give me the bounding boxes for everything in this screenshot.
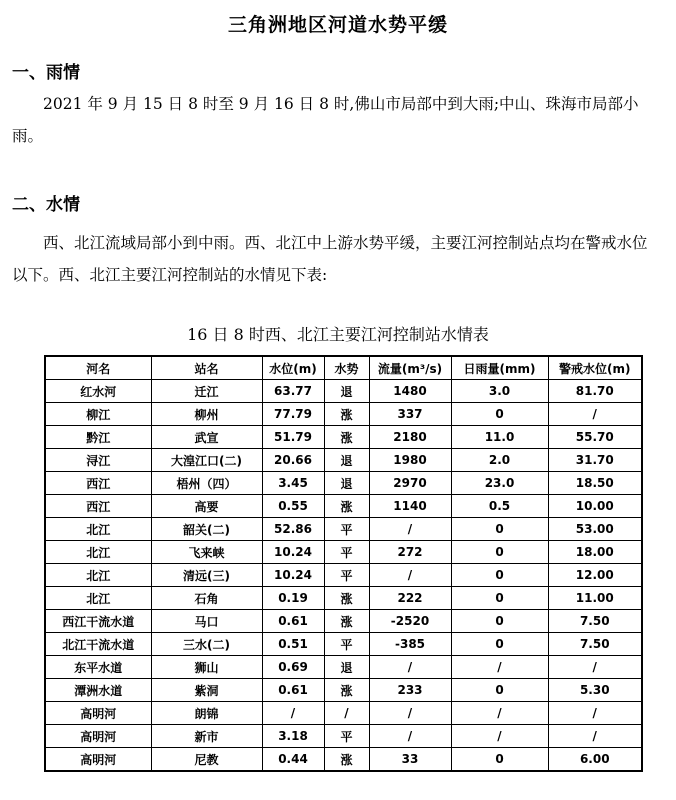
cell-water-level: 0.51 <box>262 633 324 656</box>
table-row <box>45 449 642 472</box>
table-row <box>45 518 642 541</box>
cell-water-level: 0.19 <box>262 587 324 610</box>
cell-river: 西江 <box>45 472 151 495</box>
cell-river: 北江 <box>45 518 151 541</box>
section-heading-water: 二、水情 <box>12 195 80 215</box>
table-row <box>45 633 642 656</box>
cell-trend: 涨 <box>324 748 369 772</box>
cell-water-level: 0.44 <box>262 748 324 772</box>
cell-flow: 1140 <box>369 495 451 518</box>
table-row <box>45 403 642 426</box>
table-row <box>45 472 642 495</box>
cell-river: 柳江 <box>45 403 151 426</box>
cell-water-level: 3.45 <box>262 472 324 495</box>
page-title: 三角洲地区河道水势平缓 <box>227 14 448 36</box>
cell-station: 韶关(二) <box>151 518 262 541</box>
cell-daily-rainfall: 0 <box>451 587 548 610</box>
cell-warning-level: / <box>548 702 642 725</box>
cell-trend: 平 <box>324 725 369 748</box>
cell-flow: 2970 <box>369 472 451 495</box>
cell-station: 武宣 <box>151 426 262 449</box>
water-paragraph: 西、北江流域局部小到中雨。西、北江中上游水势平缓，主要江河控制站点均在警戒水位以下。西、北江主要江河控制站的水情见下表: <box>12 234 648 284</box>
cell-trend: 涨 <box>324 495 369 518</box>
cell-daily-rainfall: 0 <box>451 403 548 426</box>
cell-river: 浔江 <box>45 449 151 472</box>
cell-warning-level: 53.00 <box>548 518 642 541</box>
table-row <box>45 656 642 679</box>
header-station: 站名 <box>151 356 262 380</box>
cell-station: 尼教 <box>151 748 262 772</box>
rain-paragraph: 2021 年 9 月 15 日 8 时至 9 月 16 日 8 时,佛山市局部中到大雨;中山、珠海市局部小雨。 <box>12 95 639 145</box>
cell-trend: 涨 <box>324 426 369 449</box>
cell-flow: 1480 <box>369 380 451 403</box>
cell-warning-level: 81.70 <box>548 380 642 403</box>
table-row <box>45 610 642 633</box>
cell-station: 柳州 <box>151 403 262 426</box>
cell-warning-level: 6.00 <box>548 748 642 772</box>
cell-daily-rainfall: 0.5 <box>451 495 548 518</box>
table-row <box>45 380 642 403</box>
header-warning-level: 警戒水位(m) <box>548 356 642 380</box>
cell-station: 梧州（四） <box>151 472 262 495</box>
cell-warning-level: 31.70 <box>548 449 642 472</box>
header-river: 河名 <box>45 356 151 380</box>
cell-station: 石角 <box>151 587 262 610</box>
cell-station: 三水(二) <box>151 633 262 656</box>
cell-trend: 退 <box>324 449 369 472</box>
cell-daily-rainfall: / <box>451 702 548 725</box>
cell-daily-rainfall: 0 <box>451 564 548 587</box>
table-row <box>45 541 642 564</box>
table-row <box>45 426 642 449</box>
cell-trend: 退 <box>324 380 369 403</box>
cell-trend: 平 <box>324 633 369 656</box>
cell-river: 北江 <box>45 564 151 587</box>
cell-flow: / <box>369 656 451 679</box>
cell-water-level: 0.69 <box>262 656 324 679</box>
cell-water-level: 3.18 <box>262 725 324 748</box>
cell-flow: 233 <box>369 679 451 702</box>
cell-daily-rainfall: 11.0 <box>451 426 548 449</box>
cell-water-level: 63.77 <box>262 380 324 403</box>
cell-trend: / <box>324 702 369 725</box>
cell-warning-level: / <box>548 403 642 426</box>
cell-daily-rainfall: 23.0 <box>451 472 548 495</box>
cell-station: 紫洞 <box>151 679 262 702</box>
cell-river: 高明河 <box>45 725 151 748</box>
cell-station: 飞来峡 <box>151 541 262 564</box>
cell-water-level: 52.86 <box>262 518 324 541</box>
cell-warning-level: 7.50 <box>548 633 642 656</box>
table-row <box>45 495 642 518</box>
cell-daily-rainfall: 0 <box>451 633 548 656</box>
cell-daily-rainfall: / <box>451 656 548 679</box>
cell-station: 迁江 <box>151 380 262 403</box>
cell-daily-rainfall: 3.0 <box>451 380 548 403</box>
cell-flow: 222 <box>369 587 451 610</box>
table-row <box>45 587 642 610</box>
cell-river: 西江干流水道 <box>45 610 151 633</box>
header-flow: 流量(m³/s) <box>369 356 451 380</box>
cell-flow: / <box>369 702 451 725</box>
cell-trend: 平 <box>324 541 369 564</box>
cell-river: 北江干流水道 <box>45 633 151 656</box>
cell-trend: 退 <box>324 472 369 495</box>
cell-warning-level: 7.50 <box>548 610 642 633</box>
cell-trend: 退 <box>324 656 369 679</box>
table-row <box>45 725 642 748</box>
cell-water-level: 10.24 <box>262 564 324 587</box>
table-row <box>45 564 642 587</box>
table-row <box>45 748 642 772</box>
cell-warning-level: 55.70 <box>548 426 642 449</box>
cell-river: 北江 <box>45 541 151 564</box>
cell-station: 马口 <box>151 610 262 633</box>
cell-warning-level: / <box>548 725 642 748</box>
cell-daily-rainfall: 2.0 <box>451 449 548 472</box>
table-row <box>45 679 642 702</box>
cell-warning-level: 10.00 <box>548 495 642 518</box>
cell-trend: 涨 <box>324 610 369 633</box>
cell-daily-rainfall: 0 <box>451 679 548 702</box>
cell-river: 东平水道 <box>45 656 151 679</box>
cell-water-level: 20.66 <box>262 449 324 472</box>
cell-warning-level: 11.00 <box>548 587 642 610</box>
cell-flow: / <box>369 564 451 587</box>
cell-station: 清远(三) <box>151 564 262 587</box>
cell-water-level: 77.79 <box>262 403 324 426</box>
cell-water-level: 0.55 <box>262 495 324 518</box>
cell-river: 高明河 <box>45 702 151 725</box>
section-heading-rain: 一、雨情 <box>12 63 80 83</box>
cell-water-level: 10.24 <box>262 541 324 564</box>
cell-water-level: 0.61 <box>262 679 324 702</box>
cell-warning-level: 18.50 <box>548 472 642 495</box>
header-trend: 水势 <box>324 356 369 380</box>
cell-water-level: 0.61 <box>262 610 324 633</box>
cell-river: 黔江 <box>45 426 151 449</box>
cell-station: 朗锦 <box>151 702 262 725</box>
cell-flow: -2520 <box>369 610 451 633</box>
cell-trend: 平 <box>324 518 369 541</box>
cell-water-level: / <box>262 702 324 725</box>
table-caption: 16 日 8 时西、北江主要江河控制站水情表 <box>187 325 489 344</box>
cell-daily-rainfall: 0 <box>451 518 548 541</box>
cell-water-level: 51.79 <box>262 426 324 449</box>
table-row <box>45 702 642 725</box>
cell-river: 高明河 <box>45 748 151 772</box>
cell-flow: 33 <box>369 748 451 772</box>
cell-river: 红水河 <box>45 380 151 403</box>
header-water-level: 水位(m) <box>262 356 324 380</box>
cell-warning-level: 5.30 <box>548 679 642 702</box>
cell-trend: 涨 <box>324 679 369 702</box>
cell-station: 新市 <box>151 725 262 748</box>
cell-daily-rainfall: / <box>451 725 548 748</box>
cell-flow: -385 <box>369 633 451 656</box>
cell-station: 大湟江口(二) <box>151 449 262 472</box>
cell-river: 西江 <box>45 495 151 518</box>
cell-daily-rainfall: 0 <box>451 541 548 564</box>
cell-flow: / <box>369 725 451 748</box>
cell-warning-level: / <box>548 656 642 679</box>
cell-warning-level: 12.00 <box>548 564 642 587</box>
cell-flow: / <box>369 518 451 541</box>
cell-daily-rainfall: 0 <box>451 748 548 772</box>
cell-warning-level: 18.00 <box>548 541 642 564</box>
water-level-table <box>44 355 643 772</box>
cell-flow: 272 <box>369 541 451 564</box>
cell-trend: 涨 <box>324 587 369 610</box>
cell-trend: 平 <box>324 564 369 587</box>
cell-daily-rainfall: 0 <box>451 610 548 633</box>
cell-trend: 涨 <box>324 403 369 426</box>
table-header-row <box>45 356 642 380</box>
header-daily-rainfall: 日雨量(mm) <box>451 356 548 380</box>
cell-flow: 2180 <box>369 426 451 449</box>
cell-river: 北江 <box>45 587 151 610</box>
cell-flow: 337 <box>369 403 451 426</box>
cell-station: 高要 <box>151 495 262 518</box>
cell-flow: 1980 <box>369 449 451 472</box>
cell-river: 潭洲水道 <box>45 679 151 702</box>
cell-station: 狮山 <box>151 656 262 679</box>
